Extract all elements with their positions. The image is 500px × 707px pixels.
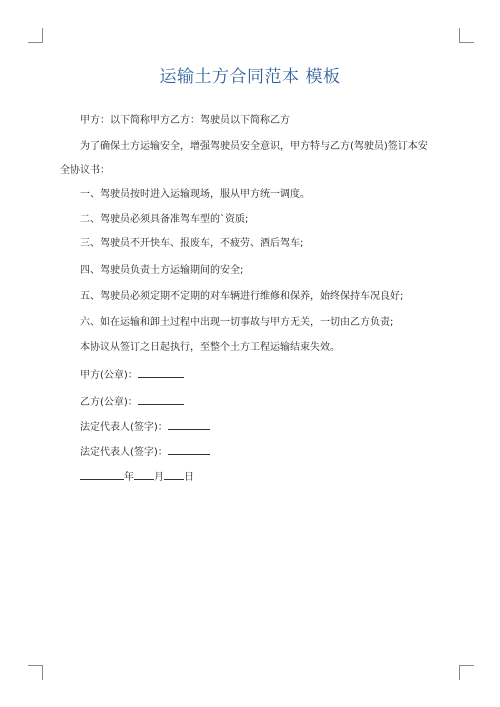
party-a-seal-label: 甲方(公章)：: [80, 370, 138, 381]
party-a-seal-row: [80, 366, 184, 383]
crop-mark-top-left: [28, 28, 43, 43]
party-b-seal-row: [80, 393, 184, 410]
legal-rep-1-blank[interactable]: [168, 418, 210, 430]
crop-mark-bottom-right: [459, 665, 474, 680]
party-a-seal-blank[interactable]: [138, 366, 184, 378]
crop-mark-bottom-left: [28, 665, 43, 680]
legal-rep-2-label: 法定代表人(签字)：: [80, 447, 168, 458]
party-b-seal-label: 乙方(公章)：: [80, 397, 138, 408]
parties-line: 甲方：以下简称甲方乙方：驾驶员以下简称乙方: [80, 115, 290, 126]
clause-3: 三、驾驶员不开快车、报废车，不疲劳、酒后驾车;: [80, 238, 304, 249]
month-label: 月: [154, 472, 164, 483]
clause-2: 二、驾驶员必须具备准驾车型的`资质;: [80, 214, 249, 225]
legal-rep-1-label: 法定代表人(签字)：: [80, 422, 168, 433]
legal-rep-2-blank[interactable]: [168, 443, 210, 455]
validity-line: 本协议从签订之日起执行，至整个土方工程运输结束失效。: [80, 342, 340, 353]
legal-rep-2-row: [80, 443, 210, 460]
intro-line-1: 为了确保土方运输安全，增强驾驶员安全意识，甲方特与乙方(驾驶员)签订本安: [80, 141, 428, 152]
day-label: 日: [184, 472, 194, 483]
day-blank[interactable]: [164, 468, 184, 480]
clause-5: 五、驾驶员必须定期不定期的对车辆进行维修和保养，始终保持车况良好;: [80, 291, 404, 302]
clause-4: 四、驾驶员负责土方运输期间的安全;: [80, 265, 244, 276]
crop-mark-top-right: [459, 28, 474, 43]
clause-1: 一、驾驶员按时进入运输现场，服从甲方统一调度。: [80, 189, 310, 200]
legal-rep-1-row: [80, 418, 210, 435]
document-title: 运输土方合同范本 模板: [159, 67, 341, 87]
party-b-seal-blank[interactable]: [138, 393, 184, 405]
intro-line-2: 全协议书：: [60, 165, 110, 176]
date-row: [80, 468, 194, 485]
month-blank[interactable]: [134, 468, 154, 480]
year-blank[interactable]: [80, 468, 124, 480]
clause-6: 六、如在运输和卸土过程中出现一切事故与甲方无关，一切由乙方负责;: [80, 317, 394, 328]
year-label: 年: [124, 472, 134, 483]
